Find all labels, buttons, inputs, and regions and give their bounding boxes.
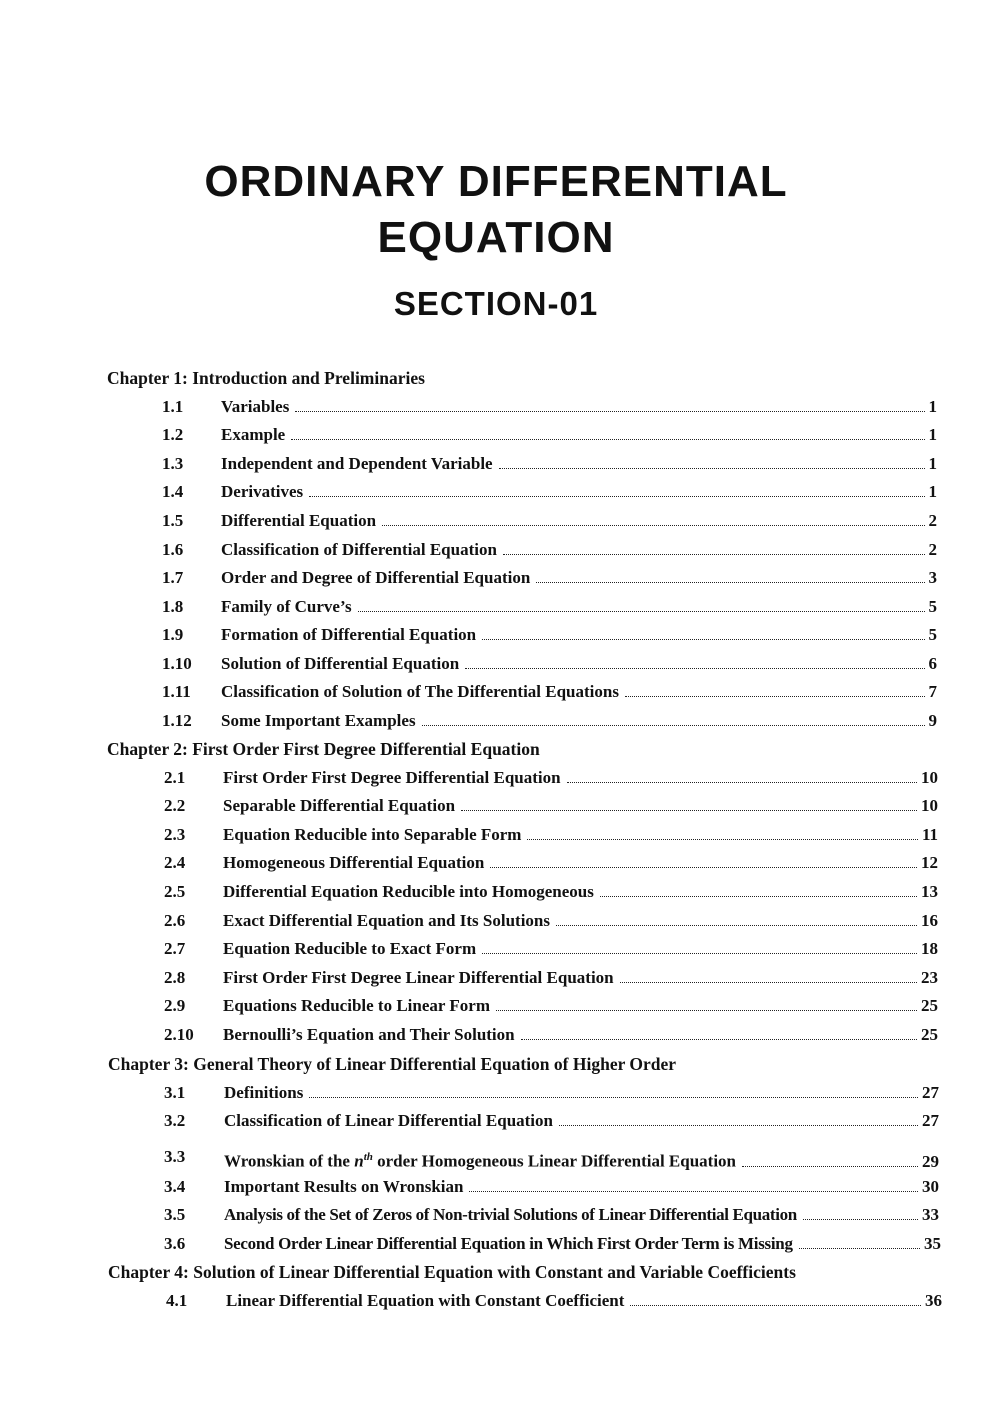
entry-title: Equations Reducible to Linear Form xyxy=(223,996,490,1015)
entry-number: 4.1 xyxy=(166,1291,188,1310)
entry-number: 1.7 xyxy=(162,568,184,587)
entry-page: 1 xyxy=(928,425,937,444)
entry-title: Separable Differential Equation xyxy=(223,796,456,815)
entry-title: Some Important Examples xyxy=(221,711,416,730)
leader-dots xyxy=(422,710,925,726)
leader-dots xyxy=(742,1151,918,1167)
toc-entry[interactable] xyxy=(164,1024,938,1046)
entry-page: 1 xyxy=(928,454,937,473)
entry-page: 5 xyxy=(928,597,937,616)
entry-number: 1.9 xyxy=(162,625,184,644)
entry-title xyxy=(224,1146,742,1173)
leader-dots xyxy=(559,1110,918,1126)
leader-dots xyxy=(630,1290,921,1306)
toc-entry[interactable] xyxy=(164,910,938,932)
entry-title: Second Order Linear Differential Equation in Which First Order Term is Missing xyxy=(224,1234,793,1253)
entry-number: 2.7 xyxy=(164,939,186,958)
entry-number: 3.4 xyxy=(164,1177,186,1196)
entry-number: 2.5 xyxy=(164,882,186,901)
entry-title-superscript: th xyxy=(363,1151,373,1163)
leader-dots xyxy=(620,967,917,983)
entry-number: 3.5 xyxy=(164,1205,186,1224)
leader-dots xyxy=(309,1082,918,1098)
toc-entry[interactable] xyxy=(162,396,937,418)
toc-entry[interactable] xyxy=(162,681,937,703)
leader-dots xyxy=(521,1024,917,1040)
entry-number: 2.1 xyxy=(164,768,186,787)
title-line-1: ORDINARY DIFFERENTIAL xyxy=(204,157,788,206)
entry-title: Classification of Differential Equation xyxy=(221,540,497,559)
entry-title: Bernoulli’s Equation and Their Solution xyxy=(223,1025,515,1044)
entry-number: 1.4 xyxy=(162,482,184,501)
entry-number: 3.3 xyxy=(164,1147,186,1166)
entry-page: 27 xyxy=(922,1111,939,1130)
entry-title: Exact Differential Equation and Its Solutions xyxy=(223,911,550,930)
entry-title: Order and Degree of Differential Equation xyxy=(221,568,531,587)
entry-title-variable: n xyxy=(354,1151,364,1171)
entry-page: 1 xyxy=(928,397,937,416)
entry-page: 2 xyxy=(928,511,937,530)
entry-number: 1.5 xyxy=(162,511,184,530)
leader-dots xyxy=(482,938,917,954)
entry-number: 2.3 xyxy=(164,825,186,844)
toc-entry[interactable] xyxy=(164,852,938,874)
entry-page: 3 xyxy=(928,568,937,587)
leader-dots xyxy=(803,1204,918,1220)
entry-number: 1.10 xyxy=(162,654,192,673)
entry-page: 1 xyxy=(928,482,937,501)
title-line-2: EQUATION xyxy=(377,213,615,262)
entry-number: 2.8 xyxy=(164,968,186,987)
entry-title: Equation Reducible to Exact Form xyxy=(223,939,477,958)
entry-page: 7 xyxy=(928,682,937,701)
toc-entry[interactable] xyxy=(164,824,938,846)
entry-number: 1.2 xyxy=(162,425,184,444)
leader-dots xyxy=(567,767,917,783)
entry-number: 2.4 xyxy=(164,853,186,872)
entry-title: Family of Curve’s xyxy=(221,597,352,616)
entry-page: 30 xyxy=(922,1177,939,1196)
leader-dots xyxy=(600,881,917,897)
entry-page: 10 xyxy=(921,768,938,787)
toc-entry[interactable] xyxy=(164,1082,939,1104)
entry-title: Variables xyxy=(221,397,290,416)
entry-number: 1.3 xyxy=(162,454,184,473)
toc-entry[interactable] xyxy=(166,1290,942,1312)
entry-number: 3.2 xyxy=(164,1111,186,1130)
toc-entry[interactable] xyxy=(162,567,937,589)
toc-entry[interactable] xyxy=(162,653,937,675)
entry-title: First Order First Degree Linear Differential Equation xyxy=(223,968,614,987)
toc-entry[interactable] xyxy=(162,710,937,732)
entry-title: Analysis of the Set of Zeros of Non-trivial Solutions of Linear Differential Equation xyxy=(224,1205,797,1224)
chapter-4-heading: Chapter 4: Solution of Linear Differential Equation with Constant and Variable Coefficients xyxy=(108,1262,796,1282)
entry-title: Homogeneous Differential Equation xyxy=(223,853,485,872)
toc-entry[interactable] xyxy=(164,1176,939,1198)
leader-dots xyxy=(536,567,924,583)
entry-title: Solution of Differential Equation xyxy=(221,654,460,673)
entry-page: 9 xyxy=(928,711,937,730)
entry-number: 1.8 xyxy=(162,597,184,616)
entry-number: 2.9 xyxy=(164,996,186,1015)
toc-entry[interactable] xyxy=(164,938,938,960)
leader-dots xyxy=(556,910,917,926)
toc-entry[interactable] xyxy=(162,510,937,532)
entry-title-pre: Wronskian of the xyxy=(224,1151,355,1171)
leader-dots xyxy=(465,653,924,669)
toc-entry[interactable] xyxy=(164,995,938,1017)
entry-page: 12 xyxy=(921,853,938,872)
toc-entry[interactable] xyxy=(162,481,937,503)
entry-title: Important Results on Wronskian xyxy=(224,1177,464,1196)
toc-entry[interactable] xyxy=(164,967,938,989)
chapter-1-heading: Chapter 1: Introduction and Preliminaries xyxy=(107,368,425,388)
leader-dots xyxy=(527,824,917,840)
entry-title: Derivatives xyxy=(221,482,304,501)
leader-dots xyxy=(309,481,924,497)
leader-dots xyxy=(461,795,917,811)
entry-number: 2.10 xyxy=(164,1025,194,1044)
entry-number: 3.1 xyxy=(164,1083,186,1102)
entry-page: 2 xyxy=(928,540,937,559)
entry-page: 5 xyxy=(928,625,937,644)
entry-page: 18 xyxy=(921,939,938,958)
entry-title: Differential Equation Reducible into Homogeneous xyxy=(223,882,594,901)
entry-number: 1.1 xyxy=(162,397,184,416)
entry-page: 6 xyxy=(928,654,937,673)
entry-title-post: order Homogeneous Linear Differential Equation xyxy=(372,1151,737,1171)
entry-page: 25 xyxy=(921,996,938,1015)
entry-number: 2.6 xyxy=(164,911,186,930)
toc-entry[interactable] xyxy=(164,1110,939,1132)
entry-title: Classification of Solution of The Differential Equations xyxy=(221,682,619,701)
entry-title: Independent and Dependent Variable xyxy=(221,454,493,473)
entry-page: 23 xyxy=(921,968,938,987)
entry-page: 10 xyxy=(921,796,938,815)
entry-number: 2.2 xyxy=(164,796,186,815)
entry-title: Linear Differential Equation with Constant Coefficient xyxy=(226,1291,625,1310)
leader-dots xyxy=(503,539,925,555)
leader-dots xyxy=(382,510,924,526)
leader-dots xyxy=(482,624,924,640)
entry-title: Formation of Differential Equation xyxy=(221,625,477,644)
entry-page: 27 xyxy=(922,1083,939,1102)
entry-page: 13 xyxy=(921,882,938,901)
leader-dots xyxy=(469,1176,918,1192)
leader-dots xyxy=(799,1233,920,1249)
toc-entry[interactable] xyxy=(162,624,937,646)
chapter-2-heading: Chapter 2: First Order First Degree Differential Equation xyxy=(107,739,540,759)
leader-dots xyxy=(496,995,917,1011)
leader-dots xyxy=(625,681,925,697)
leader-dots xyxy=(295,396,924,412)
section-heading: SECTION-01 xyxy=(393,285,599,322)
entry-page: 35 xyxy=(924,1234,941,1253)
entry-page: 11 xyxy=(921,825,938,844)
entry-number: 3.6 xyxy=(164,1234,186,1253)
toc-entry[interactable] xyxy=(164,1146,939,1171)
toc-entry[interactable] xyxy=(164,881,938,903)
entry-page: 36 xyxy=(925,1291,942,1310)
leader-dots xyxy=(490,852,917,868)
toc-entry[interactable] xyxy=(162,596,937,618)
chapter-3-heading: Chapter 3: General Theory of Linear Differential Equation of Higher Order xyxy=(108,1054,677,1074)
toc-entry[interactable] xyxy=(164,1204,939,1226)
toc-entry[interactable] xyxy=(164,767,938,789)
entry-page: 16 xyxy=(921,911,938,930)
entry-number: 1.6 xyxy=(162,540,184,559)
entry-page: 29 xyxy=(922,1151,939,1171)
entry-number: 1.11 xyxy=(162,682,191,701)
entry-number: 1.12 xyxy=(162,711,192,730)
leader-dots xyxy=(291,424,924,440)
toc-entry[interactable] xyxy=(162,453,937,475)
toc-entry[interactable] xyxy=(162,424,937,446)
entry-title: Classification of Linear Differential Equation xyxy=(224,1111,553,1130)
entry-title: First Order First Degree Differential Equation xyxy=(223,768,561,787)
entry-title: Equation Reducible into Separable Form xyxy=(223,825,522,844)
leader-dots xyxy=(499,453,925,469)
entry-title: Definitions xyxy=(224,1083,304,1102)
leader-dots xyxy=(358,596,925,612)
toc-entry[interactable] xyxy=(164,1233,941,1255)
entry-page: 25 xyxy=(921,1025,938,1044)
entry-page: 33 xyxy=(922,1205,939,1224)
entry-title: Differential Equation xyxy=(221,511,377,530)
toc-entry[interactable] xyxy=(164,795,938,817)
toc-entry[interactable] xyxy=(162,539,937,561)
entry-title: Example xyxy=(221,425,286,444)
